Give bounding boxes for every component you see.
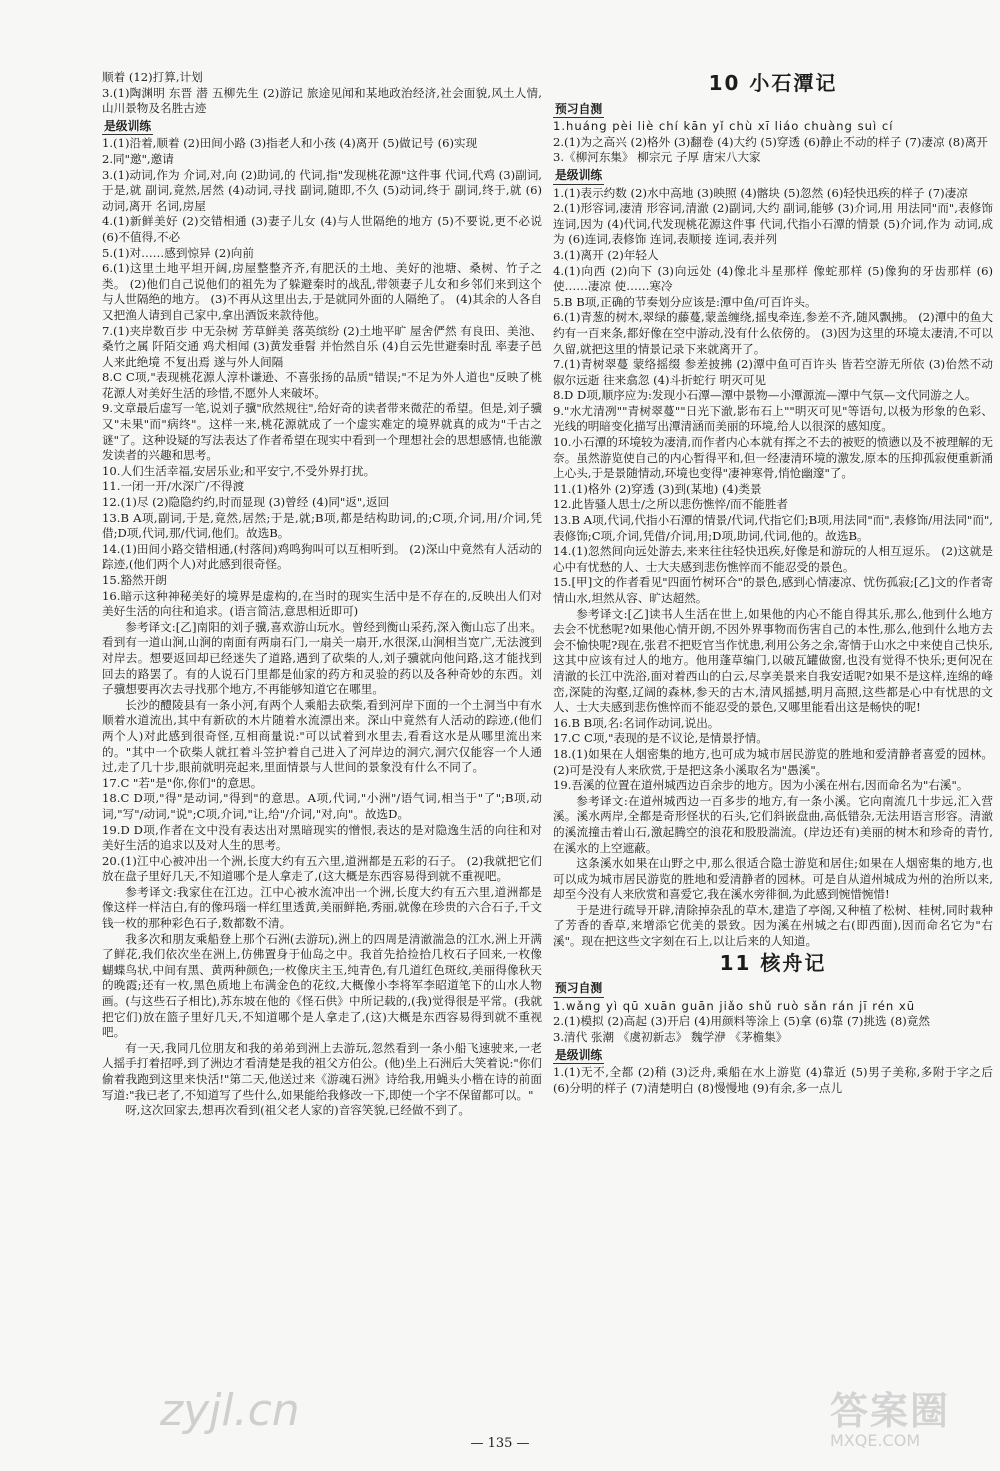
answer-line: 12.(1)尽 (2)隐隐约约,时而显现 (3)曾经 (4)同"返",返回 [102,495,390,510]
answer-line: 4.(1)新鲜美好 (2)交错相通 (3)妻子儿女 (4)与人世隔绝的地方 (5)不要说,更不必说 (6)不值得,不必 [102,214,542,244]
answer-line: 2.同"邀",邀请 [102,151,174,166]
answer-line: 顺着 (12)打算,计划 [102,70,203,84]
answer-line: 20.(1)江中心被冲出一个洲,长度大约有五六里,道洲都是五彩的石子。 (2)我就把它们放在盘子里好几天,不知道哪个是人拿走了,(这大概是东西容易得到就不重视吧。 [102,853,542,884]
answer-line: 1.wǎng yì qū xuān guān jiǎo shǔ ruò sǎn rán jī rén xū [553,998,916,1013]
answer-line: 有一天,我同几位朋友和我的弟弟到洲上去游玩,忽然看到一条小船飞速驶来,一老人摇手打着招呼,到了洲边才看清楚是我的祖父方伯公。(他)坐上石洲后大笑着说:"你们偷着我跑到这里来快活!"第二天,他送过来《游魂石洲》诗给我,用蝇头小楷在诗的前面写道:"我已老了,不知道写了些什么,如果能给我修改一下,即使一个字不保留都可以。" [102,1040,542,1102]
answer-line: 19.吾溪的位置在道州城西边百余步的地方。因为小溪在州右,因而命名为"右溪"。 [553,778,969,793]
subhead: 是级训练 [102,119,153,136]
answer-line: 参考译文:[乙]南阳的刘子骥,喜欢游山玩水。曾经到衡山采药,深入衡山忘了出来。看到有一道山涧,山涧的南面有两扇石门,一扇关一扇开,水很深,山涧相当宽广,无法渡到对岸去。想要返回却已经迷失了道路,遇到了砍柴的人,刘子骥就向他问路,这才能找到回去的路罢了。有的人说石门里都是仙家的药方和灵验的药以及各种奇妙的东西。刘子骥想要再次去寻找那个地方,不再能够知道它在哪里。 [102,619,542,697]
page-number: — 135 — [470,1436,530,1451]
answer-line: 参考译文:在道州城西边一百多步的地方,有一条小溪。它向南流几十步远,汇入营溪。溪水两岸,全都是奇形怪状的石头,它们斜嵌盘曲,高低错杂,无法用语言形容。清澈的溪流撞击着山石,激起腾空的浪花和股股湍流。(岸边还有)美丽的树木和珍奇的青竹,在溪水的上空遮蔽。 [553,793,993,855]
answer-line: 4.(1)向西 (2)向下 (3)向远处 (4)像北斗星那样 像蛇那样 (5)像狗的牙齿那样 (6)使……凄凉 使……寒冷 [553,263,993,294]
answer-line: 10.小石潭的环境较为凄清,而作者内心本就有挥之不去的被贬的愤懑以及不被理解的无奈。虽然游览使自己的内心暂得平和,但一经凄清环境的激发,原本的压抑孤寂便重新涌上心头,于是景随情动,环境也变得"凄神寒骨,悄怆幽邃"了。 [553,435,993,481]
answer-line: 11.一闭一开/水深广/不得渡 [102,479,245,494]
answer-line: 11.(1)格外 (2)穿透 (3)到(某地) (4)类景 [553,481,762,496]
subhead-row [553,1046,993,1066]
answer-line: 7.(1)青树翠蔓 蒙络摇缀 参差披拂 (2)潭中鱼可百许头 皆若空游无所依 (3)佁然不动 俶尔远逝 往来翕忽 (4)斗折蛇行 明灭可见 [553,357,993,387]
answer-line: 3.(1)动词,作为 介词,对,向 (2)助词,的 代词,指"发现桃花源"这件事 代词,代鸡 (3)副词,于是,就 副词,竟然,居然 (4)动词,寻找 副词,随即,不久 (5)动词,终于 副词,终于,就 (6)动词,离开 名词,房屋 [102,167,542,213]
answer-line: 2.(1)为之高兴 (2)格外 (3)翻卷 (4)大约 (5)穿透 (6)静止不动的样子 (7)凄凉 (8)离开 [553,134,988,149]
section-title: 11 核舟记 [719,950,827,975]
answer-line: 3.(1)陶渊明 东晋 潜 五柳先生 (2)游记 旅途见闻和某地政治经济,社会面貌,风土人情,山川景物及名胜古迹 [102,85,542,116]
subhead: 是级训练 [553,168,604,185]
answer-line: 1.(1)无不,全都 (2)稍 (3)泛舟,乘船在水上游览 (4)靠近 (5)男子美称,多附于字之后 (6)分明的样子 (7)清楚明白 (8)慢慢地 (9)有余,多一点儿 [553,1065,993,1095]
answer-line: 17.C C项,"表现的是不议论,是情景抒情。 [553,731,768,746]
answer-line: 9."水尤清冽""青树翠蔓""日光下澈,影布石上""明灭可见"等语句,以极为形象的色彩、光线的明暗变化描写出潭清涵而美丽的环境,给人以很深的感知度。 [553,403,993,434]
answer-line: 这条溪水如果在山野之中,那么很适合隐士游览和居住;如果在人烟密集的地方,也可以成为城市居民游览的胜地和爱清静者的园林。可是自从道州城成为州的治所以来,却至今没有人来欣赏和喜爱它,我在溪水旁徘徊,为此感到惋惜惋惜! [553,856,993,902]
section-title: 10 小石潭记 [708,71,838,95]
subhead-row [553,979,993,999]
answer-line: 参考译文:[乙]读书人生活在世上,如果他的内心不能自得其乐,那么,他到什么地方去会不忧愁呢?如果他心情开朗,不因外界事物而伤害自己的本性,那么,他到什么地方去会不愉快呢?现在,张君不把贬官当作忧患,利用公务之余,寄情于山水之中来使自己快乐,这其中应该有过人的地方。他用蓬草编门,以破瓦罐做窗,也没有觉得不快乐;更何况在清澈的长江中洗浴,面对着西山的白云,尽享美景来自我安适呢?如果不是这样,连绵的峰峦,深陡的沟壑,辽阔的森林,参天的古木,清风摇撼,明月高照,这些都是心中有忧思的文人、士大夫感到悲伤憔悴而不能忍受的景色,又哪里能看出这是畅快的呢! [553,606,993,715]
answer-line: 10.人们生活幸福,安居乐业;和平安宁,不受外界打扰。 [102,463,376,478]
watermark-right [830,1380,990,1460]
subhead-row [102,117,542,137]
answer-line: 13.B A项,代词,代指小石潭的情景/代词,代指它们;B项,用法同"而",表修饰/用法同"而",表修饰;C项,介词,凭借/介词,用;D项,助词,代词,他的。故选B。 [553,513,993,543]
answer-line: 17.C "若"是"你,你们"的意思。 [102,775,263,790]
answer-line: 5.(1)对……感到惊异 (2)向前 [102,245,254,260]
answer-line: 我多次和朋友乘船登上那个石洲(去游玩),洲上的四周是清澈湍急的江水,洲上开满了鲜花,我们依次坐在洲上,仿佛置身于仙岛之中。我首先拾捡拾几枚石子回来,一枚像蝴蝶鸟状,中间有黑、黄两种颜色;一枚像庆主玉,纯青色,有几道红色斑纹,美丽得像秋天的晚霞;还有一枚,黑色质地上布满金色的花纹,大概像小李将军李昭道笔下的山水人物画。(与这些石子相比),苏东坡在他的《怪石供》中所记载的,(我)觉得很是平常。(我就把它们)放在篮子里好几天,不知道哪个是人拿走了,(这)大概是东西容易得到就不重视吧。 [102,931,542,1040]
watermark-right-url: MXQE.COM [830,1431,921,1450]
answer-line: 6.(1)青葱的树木,翠绿的藤蔓,蒙盖缠绕,摇曳牵连,参差不齐,随风飘拂。 (2)潭中的鱼大约有一百来条,都好像在空中游动,没有什么依傍的。 (3)因为这里的环境太凄清,不可以久留,就把这里的情景记录下来就离开了。 [553,310,993,356]
answer-line: 19.D D项,作者在文中没有表达出对黑暗现实的憎恨,表达的是对隐逸生活的向往和对美好生活的追求以及对人生的思考。 [102,822,542,853]
answer-line: 3.清代 张潮 《虞初新志》 魏学洢 《茅檐集》 [553,1030,788,1045]
answer-line: 2.(1)模拟 (2)高起 (3)开启 (4)用颜料等涂上 (5)拿 (6)靠 (7)挑选 (8)竟然 [553,1014,930,1029]
right-column [553,70,993,1096]
answer-line: 1.(1)沿着,顺着 (2)田间小路 (3)指老人和小孩 (4)离开 (5)做记号 (6)实现 [102,136,478,151]
answer-line: 2.(1)形容词,凄清 形容词,清澈 (2)副词,大约 副词,能够 (3)介词,用 用法同"而",表修饰 连词,因为 (4)代词,代发现桃花源这件事 代词,代指小石潭的情景 (5)介词,作为 动词,成为 (6)连词,表修饰 连词,表顺接 连词,表并列 [553,201,993,247]
subhead-row [553,166,993,186]
answer-line: 1.huáng pèi liè chí kān yǐ chù xī liáo chuàng suì cí [553,119,894,134]
answer-line: 18.C D项,"得"是动词,"得到"的意思。A项,代词,"小洲"/语气词,相当于"了";B项,动词,"写"/动词,"说";C项,介词,"让,给"/介词,"对,向"。故选D。 [102,791,542,821]
answer-line: 9.文章最后虚写一笔,说刘子骥"欣然规往",给好奇的读者带来微茫的希望。但是,刘子骥又"未果"而"病终"。这样一来,桃花源就成了一个虚实难定的境界就真的成为"千古之谜"了。这种设疑的写法表达了作者希望在现实中看到一个理想社会的思想感情,也能激发读者的兴趣和思考。 [102,401,542,463]
answer-line: 呀,这次回家去,想再次看到(祖父老人家的)音容笑貌,已经做不到了。 [125,1103,470,1118]
answer-line: 16.B B项,名:名词作动词,说出。 [553,715,720,730]
subhead: 是级训练 [553,1048,604,1065]
answer-line: 18.(1)如果在人烟密集的地方,也可成为城市居民游览的胜地和爱清静者喜爱的园林。 (2)可是没有人来欣赏,于是把这条小溪取名为"愚溪"。 [553,746,993,777]
answer-line: 7.(1)夹岸数百步 中无杂树 芳草鲜美 落英缤纷 (2)土地平旷 屋舍俨然 有良田、美池、桑竹之属 阡陌交通 鸡犬相闻 (3)黄发垂髫 并怡然自乐 (4)自云先世避秦时乱 率妻子邑人来此绝境 不复出焉 遂与外人间隔 [102,323,542,369]
answer-line: 5.B B项,正确的节奏划分应该是:潭中鱼/可百许头。 [553,294,817,309]
answer-line: 13.B A项,副词,于是,竟然,居然;于是,就;B项,都是结构助词,的;C项,介词,用/介词,凭借;D项,代词,那/代词,他们。故选B。 [102,510,542,541]
answer-line: 3.(1)离开 (2)年轻人 [553,247,659,262]
answer-line: 参考译文:我家住在江边。江中心被水流冲出一个洲,长度大约有五六里,道洲都是像这样一样洁白,有的像玛瑙一样红里透黄,美丽鲜艳,秀丽,就像在珍贵的六合石子,千文钱一枚的那种彩色石子,数都数不清。 [102,884,542,931]
subhead: 预习自测 [553,102,604,119]
answer-line: 15.豁然开朗 [102,573,167,587]
watermark-left: zyjl.cn [160,1385,300,1436]
answer-line: 于是进行疏导开辟,清除掉杂乱的草木,建造了亭阁,又种植了松树、桂树,同时栽种了芳香的香草,来增添它优美的景致。因为溪在州城之右(即西面),因而命名它为"右溪"。现在把这些文字刻在石上,以让后来的人知道。 [553,902,993,949]
answer-line: 16.暗示这种神秘美好的境界是虚构的,在当时的现实生活中是不存在的,反映出人们对美好生活的向往和追求。(语言简洁,意思相近即可) [102,588,542,619]
answer-line: 8.D D项,顺序应为:发现小石潭—潭中景物—小潭源流—潭中气氛—文代同游之人。 [553,388,977,403]
answer-line: 3.《柳河东集》 柳宗元 子厚 唐宋八大家 [553,150,761,165]
answer-line: 6.(1)这里土地平坦开阔,房屋整整齐齐,有肥沃的土地、美好的池塘、桑树、竹子之类。 (2)他们自己说他们的祖先为了躲避秦时的战乱,带领妻子儿女和乡邻们来到这个与人世隔绝的地方。 (3)不再从这里出去,于是就同外面的人隔绝了。 (4)其余的人各自又把渔人请到自己家中,拿出酒饭来款待他。 [102,261,542,322]
watermark-right-title: 答案圈 [830,1389,951,1433]
answer-line: 1.(1)表示约数 (2)水中高地 (3)映照 (4)髂块 (5)忽然 (6)轻快迅疾的样子 (7)凄凉 [553,185,968,200]
answer-line: 12.此皆骚人思士/之所以悲伤憔悴/而不能胜者 [553,497,788,512]
subhead: 预习自测 [553,981,604,998]
left-column [102,70,542,1119]
subhead-row [553,100,993,120]
answer-line: 15.[甲]文的作者看见"四面竹树环合"的景色,感到心情凄凉、忧伤孤寂;[乙]文的作者寄情山水,坦然从容、旷达超然。 [553,575,993,605]
answer-line: 14.(1)田间小路交错相通,(村落间)鸡鸣狗叫可以互相听到。 (2)深山中竟然有人活动的踪迹,(他们两个人)对此感到很奇怪。 [102,541,542,572]
answer-line: 14.(1)忽然间向远处游去,来来往往轻快迅疾,好像是和游玩的人相互逗乐。 (2)这就是心中有忧愁的人、士大夫感到悲伤憔悴而不能忍受的景色。 [553,544,993,574]
answer-line: 8.C C项,"表现桃花源人淳朴谦逊、不喜张扬的品质"错误;"不足为外人道也"反映了桃花源人对美好生活的珍惜,不愿外人来破坏。 [102,370,542,400]
answer-line: 长沙的醴陵县有一条小河,有两个人乘船去砍柴,看到河岸下面的一个土洞当中有水顺着水道流出,其中有新砍的木片随着水流漂出来。深山中竟然有人活动的踪迹,(他们两个人)对此感到很奇怪,互相商量说:"可以试着到水里去,看看这水是从哪里流出来的。"其中一个砍柴人就扛着斗笠护着自己进入了河岸边的洞穴,洞穴仅能容一个人通过,走了几十步,眼前就明亮起来,里面情景与人世间的景象没有什么不同了。 [102,697,542,775]
